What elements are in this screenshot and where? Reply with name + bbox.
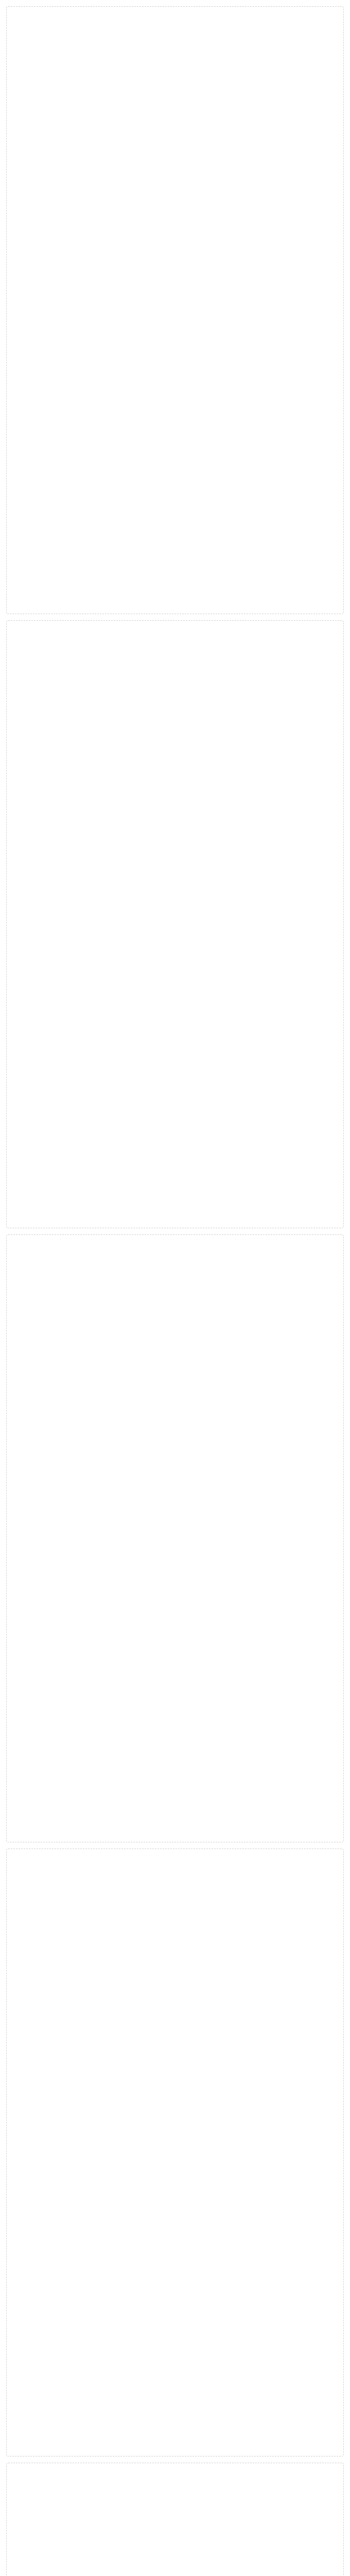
- content-region-1: [6, 6, 344, 614]
- content-region-4: [6, 1849, 344, 2456]
- content-region-3: [6, 1234, 344, 1842]
- content-region-5: [6, 2463, 344, 2576]
- content-region-2: [6, 620, 344, 1228]
